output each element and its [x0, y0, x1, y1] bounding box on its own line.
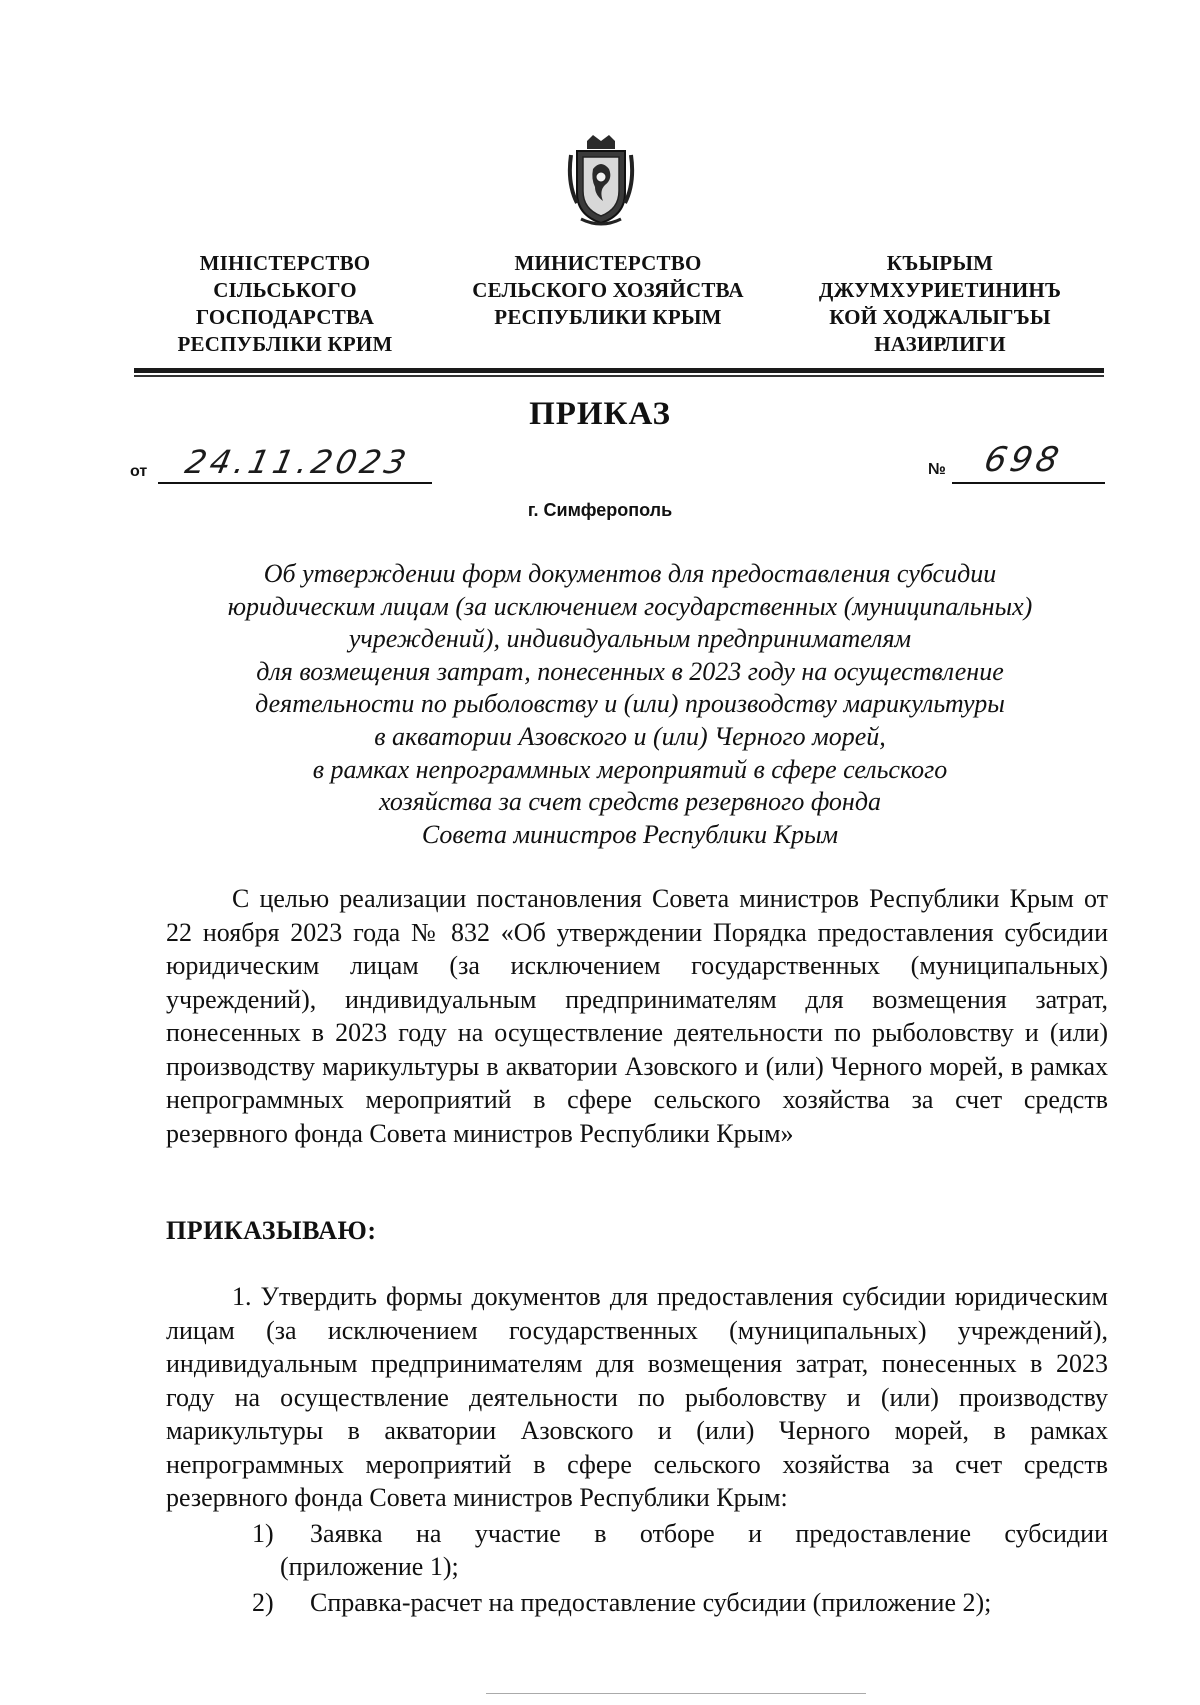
- subject-line: хозяйства за счет средств резервного фонда: [379, 787, 881, 817]
- order-item-1: 1. Утвердить формы документов для предоставления субсидии юридическим лицам (за исключением государственных (муниципальных) учреждений), индивидуальным предпринимателям для возмещения затрат, понесенных в 2023 году на осуществление деятельности по рыболовству и (или) производству марикультуры в акватории Азовского и (или) Черного морей, в рамках непрограммных мероприятий в сфере сельского хозяйства за счет средств резервного фонда Совета министров Республики Крым:: [166, 1282, 1108, 1512]
- subitem-number: 1): [252, 1519, 274, 1548]
- subject-line: деятельности по рыболовству и (или) производству марикультуры: [255, 689, 1005, 719]
- header-right-line: НАЗИРЛИГИ: [874, 332, 1006, 356]
- date-handwritten: 24.11.2023: [181, 443, 414, 481]
- header-center-line: РЕСПУБЛИКИ КРЫМ: [494, 305, 722, 329]
- date-label: от: [130, 463, 148, 480]
- subject-line: Об утверждении форм документов для предоставления субсидии: [263, 559, 997, 588]
- subject-line: учреждений), индивидуальным предпринимателям: [348, 624, 912, 654]
- order-directive: ПРИКАЗЫВАЮ:: [166, 1216, 377, 1245]
- ministry-name-crimean-tatar: [790, 250, 1090, 358]
- subject-line: в рамках непрограммных мероприятий в сфере сельского: [312, 754, 948, 784]
- header-left-line: РЕСПУБЛІКИ КРИМ: [177, 332, 393, 356]
- subject-line: юридическим лицам (за исключением государственных (муниципальных): [227, 591, 1033, 621]
- header-right-line: ДЖУМХУРИЕТИНИНЪ: [818, 278, 1062, 302]
- header-divider-thin: [134, 375, 1104, 377]
- subitem-text: Заявка на участие в отборе и предоставление субсидии: [310, 1519, 1108, 1548]
- header-left-line: МІНІСТЕРСТВО: [199, 251, 371, 275]
- subitem-text: Справка-расчет на предоставление субсидии (приложение 2);: [310, 1588, 992, 1617]
- header-right-line: КЪЫРЫМ: [886, 251, 994, 275]
- header-left-line: ГОСПОДАРСТВА: [195, 305, 375, 329]
- subitem-number: 2): [252, 1588, 274, 1617]
- ministry-name-russian: [448, 250, 768, 331]
- document-title: ПРИКАЗ: [529, 396, 671, 432]
- header-right-line: КОЙ ХОДЖАЛЫГЪЫ: [829, 305, 1051, 329]
- subitem-1-continuation: (приложение 1);: [280, 1552, 459, 1581]
- date-underline: [158, 482, 432, 484]
- coat-of-arms-icon: [563, 133, 639, 227]
- city: г. Симферополь: [527, 500, 673, 520]
- ministry-name-ukrainian: [150, 250, 420, 358]
- header-center-line: МИНИСТЕРСТВО: [514, 251, 702, 275]
- number-underline: [952, 482, 1105, 484]
- subject-line: в акватории Азовского и (или) Черного морей,: [374, 721, 886, 751]
- subject-line: Совета министров Республики Крым: [421, 819, 839, 849]
- header-left-line: СІЛЬСЬКОГО: [213, 278, 357, 302]
- subitem-2: [252, 1586, 1108, 1620]
- number-label: №: [928, 461, 946, 478]
- page-bottom-mark: [486, 1693, 866, 1694]
- number-handwritten: 698: [980, 440, 1067, 480]
- header-center-line: СЕЛЬСКОГО ХОЗЯЙСТВА: [472, 278, 744, 302]
- header-divider-thick: [134, 368, 1104, 373]
- subitem-1: [252, 1517, 1108, 1551]
- preamble-paragraph: С целью реализации постановления Совета министров Республики Крым от 22 ноября 2023 года № 832 «Об утверждении Порядка предоставления субсидии юридическим лицам (за исключением государственных (муниципальных) учреждений), индивидуальным предпринимателям для возмещения затрат, понесенных в 2023 году на осуществление деятельности по рыболовству и (или) производству марикультуры в акватории Азовского и (или) Черного морей, в рамках непрограммных мероприятий в сфере сельского хозяйства за счет средств резервного фонда Совета министров Республики Крым»: [166, 884, 1108, 1148]
- subject-line: для возмещения затрат, понесенных в 2023 году на осуществление: [256, 656, 1004, 686]
- order-subject: [150, 558, 1110, 851]
